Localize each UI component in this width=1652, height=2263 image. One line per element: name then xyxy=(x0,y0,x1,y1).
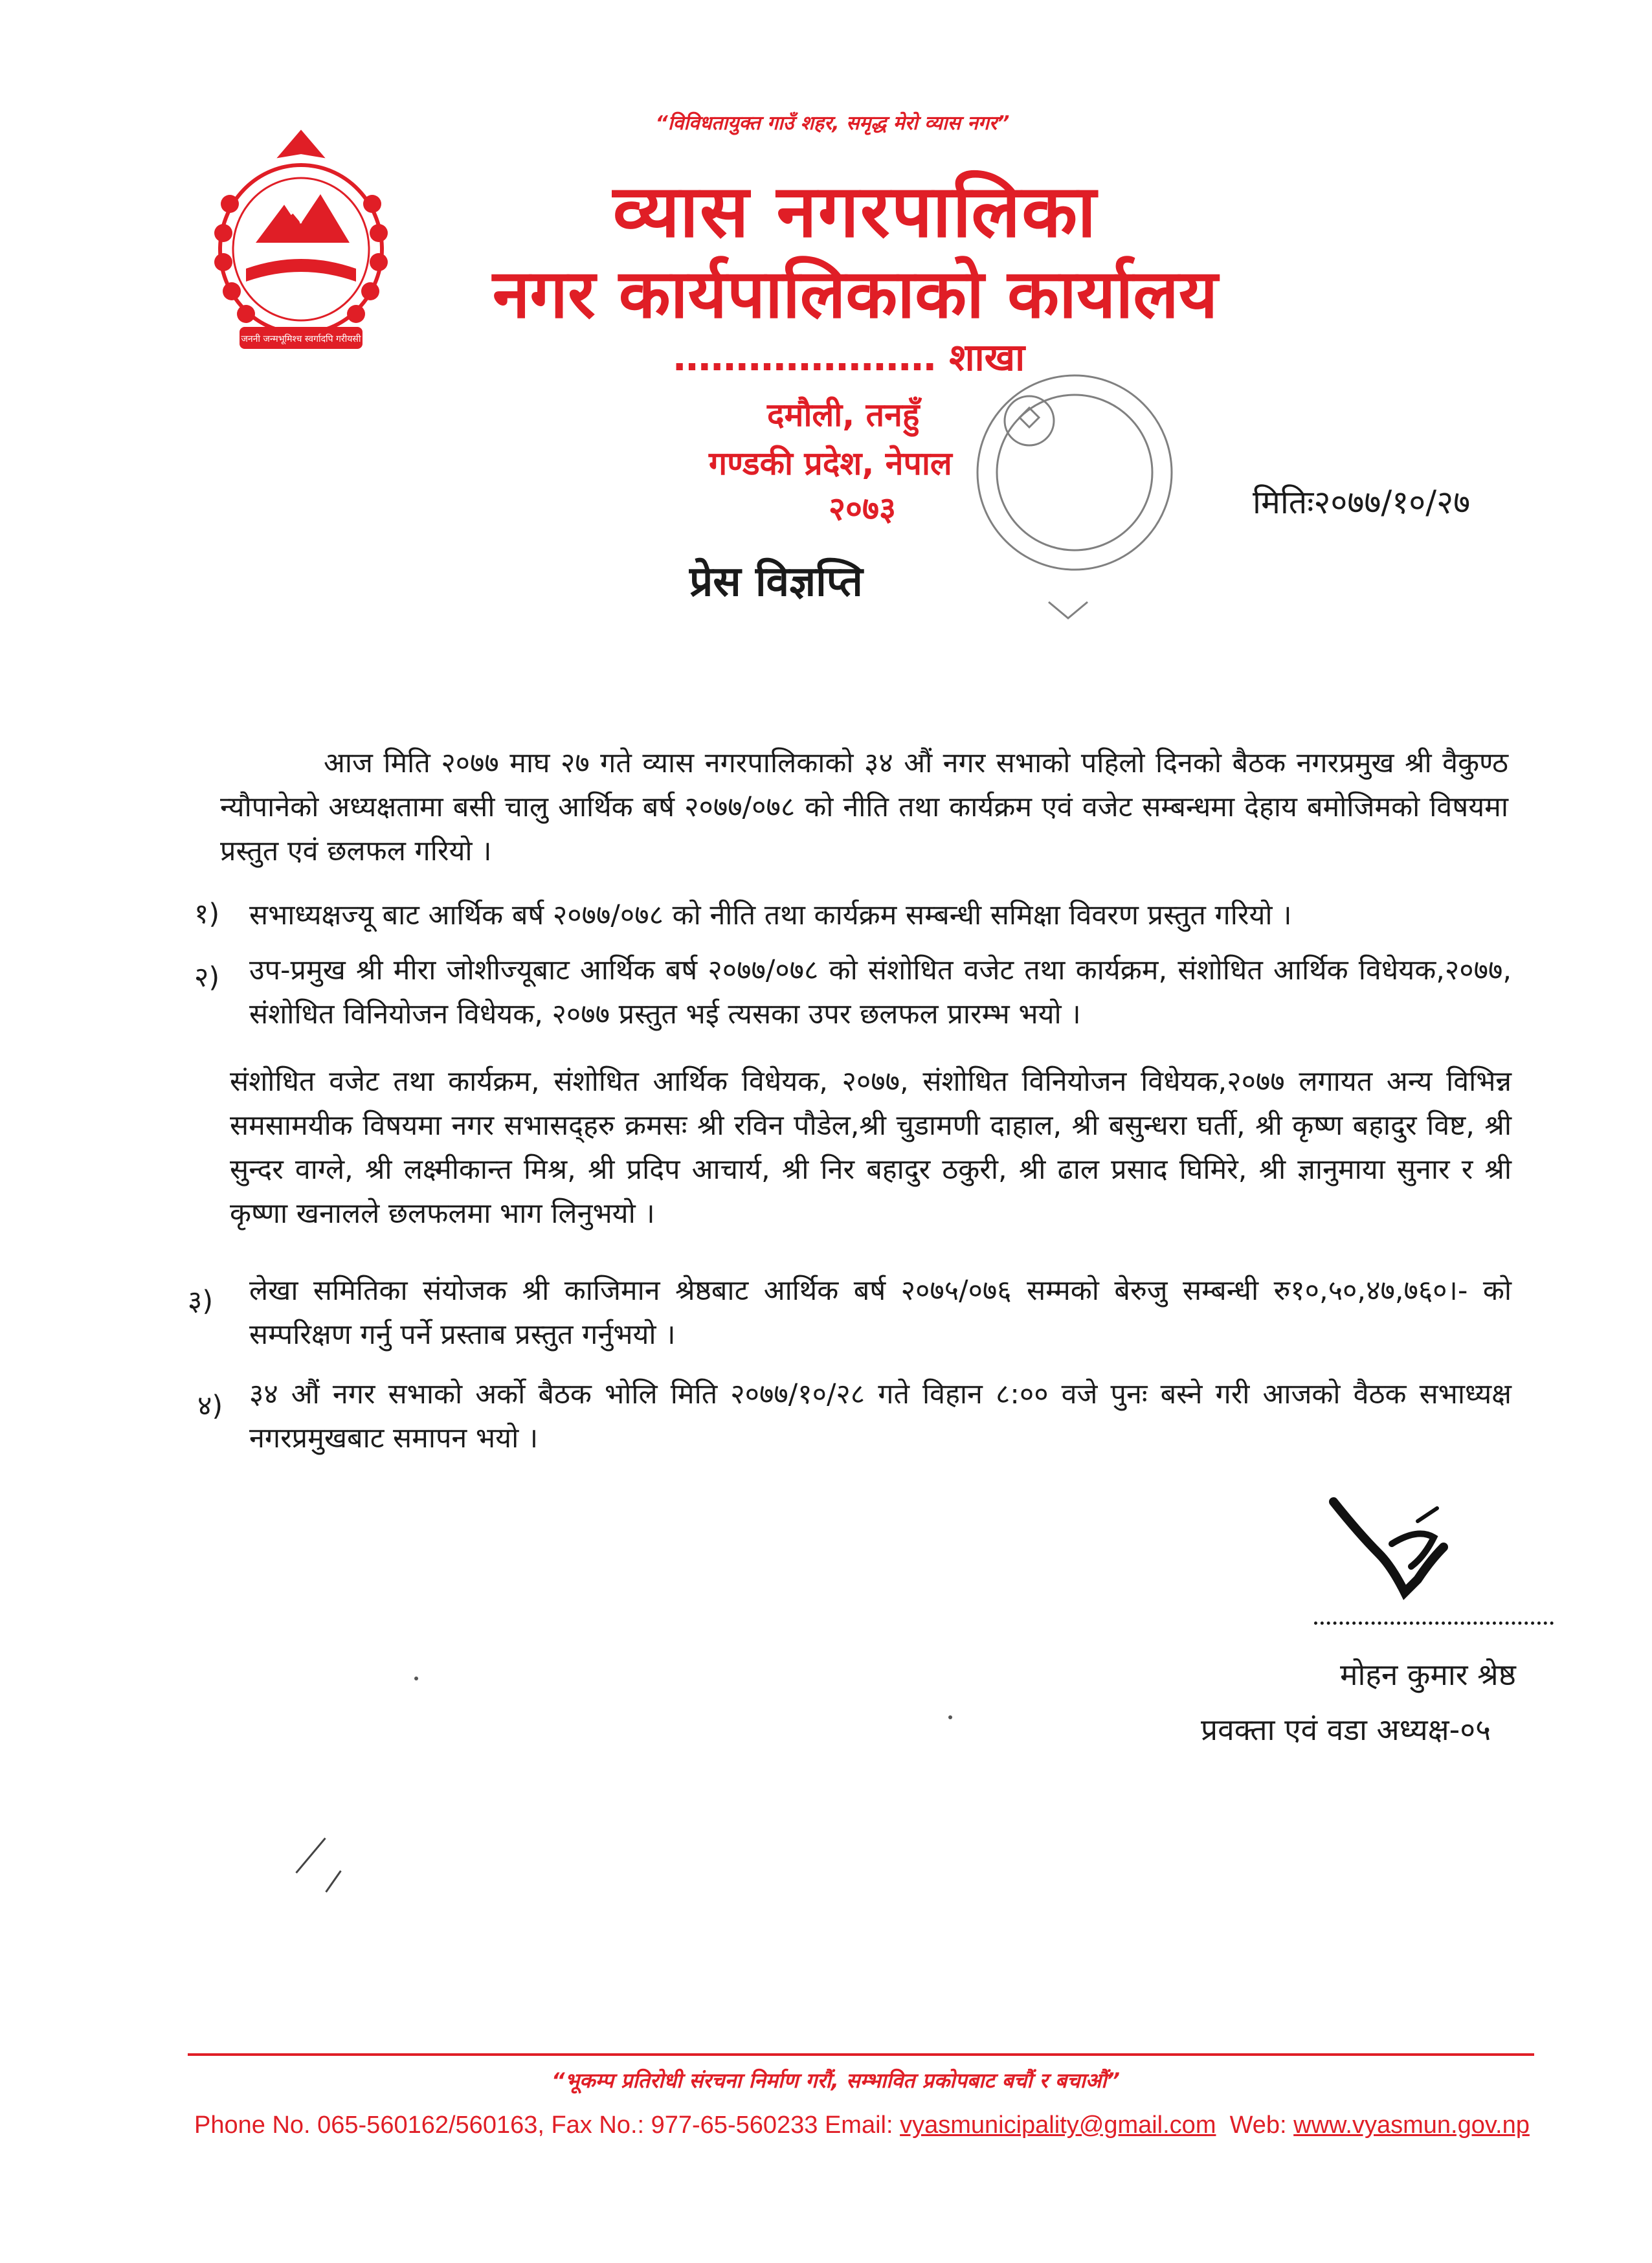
scan-mark xyxy=(414,1677,418,1680)
footer-divider xyxy=(188,2053,1534,2056)
signature-icon xyxy=(1321,1482,1450,1612)
document-title: प्रेस विज्ञप्ति xyxy=(689,558,863,606)
item-text: सभाध्यक्षज्यू बाट आर्थिक बर्ष २०७७/०७८ को नीति तथा कार्यक्रम सम्बन्धी समिक्षा विवरण प्रस्तुत गरियो । xyxy=(249,899,1292,931)
office-name: नगर कार्यपालिकाको कार्यालय xyxy=(492,254,1218,333)
document-date: मितिः२०७७/१०/२७ xyxy=(1253,484,1471,521)
contact-info xyxy=(194,2112,1530,2139)
item-text: लेखा समितिका संयोजक श्री काजिमान श्रेष्ठबाट आर्थिक बर्ष २०७५/०७६ सम्मको बेरुजु सम्बन्धी रु१०,५०,४७,७६०।- को सम्परिक्षण गर्नु पर्ने प्रस्ताब प्रस्तुत गर्नुभयो । xyxy=(249,1275,1512,1351)
contact-phone-fax: Phone No. 065-560162/560163, Fax No.: 977-65-560233 Email: xyxy=(194,2112,900,2139)
scan-mark xyxy=(948,1715,952,1719)
scan-mark xyxy=(325,1870,341,1892)
website-link[interactable]: www.vyasmun.gov.np xyxy=(1293,2112,1530,2139)
item-number: ४) xyxy=(197,1390,223,1422)
intro-paragraph: आज मिति २०७७ माघ २७ गते व्यास नगरपालिकाको ३४ औं नगर सभाको पहिलो दिनको बैठक नगरप्रमुख श्री वैकुण्ठ न्यौपानेको अध्यक्षतामा बसी चालु आर्थिक बर्ष २०७७/०७८ को नीति तथा कार्यक्रम एवं वजेट सम्बन्धमा देहाय बमोजिमको विषयमा प्रस्तुत एवं छलफल गरियो । xyxy=(220,747,1508,867)
signatory-title: प्रवक्ता एवं वडा अध्यक्ष-०५ xyxy=(1201,1712,1491,1747)
footer-slogan: “भूकम्प प्रतिरोधी संरचना निर्माण गरौं, सम्भावित प्रकोपबाट बचौं र बचाऔं” xyxy=(551,2068,1121,2093)
item-text: उप-प्रमुख श्री मीरा जोशीज्यूबाट आर्थिक बर्ष २०७७/०७८ को संशोधित वजेट तथा कार्यक्रम, संशोधित आर्थिक विधेयक,२०७७, संशोधित विनियोजन विधेयक, २०७७ प्रस्तुत भई त्यसका उपर छलफल प्रारम्भ भयो । xyxy=(249,954,1512,1031)
signature-line xyxy=(1314,1622,1554,1625)
header-slogan: “विविधतायुक्त गाउँ शहर, समृद्ध मेरो व्यास नगर” xyxy=(655,112,1010,135)
scan-mark xyxy=(295,1838,326,1874)
branch-label: ………………… शाखा xyxy=(673,335,1025,379)
item-number: ३) xyxy=(188,1285,214,1317)
address-line1: दमौली, तनहुँ xyxy=(767,396,920,434)
signatory-name: मोहन कुमार श्रेष्ठ xyxy=(1340,1657,1516,1692)
item-number: १) xyxy=(194,898,220,930)
address-line2: गण्डकी प्रदेश, नेपाल xyxy=(709,445,952,482)
item-text-continued: संशोधित वजेट तथा कार्यक्रम, संशोधित आर्थिक विधेयक, २०७७, संशोधित विनियोजन विधेयक,२०७७ लगायत अन्य विभिन्न समसामयीक विषयमा नगर सभासद्हरु क्रमसः श्री रविन पौडेल,श्री चुडामणी दाहाल, श्री बसुन्धरा घर्ती, श्री कृष्ण बहादुर विष्ट, श्री सुन्दर वाग्ले, श्री लक्ष्मीकान्त मिश्र, श्री प्रदिप आचार्य, श्री निर बहादुर ठकुरी, श्री ढाल प्रसाद घिमिरे, श्री ज्ञानुमाया सुनार र श्री कृष्णा खनालले छलफलमा भाग लिनुभयो । xyxy=(230,1065,1512,1230)
established-year: २०७३ xyxy=(829,490,896,528)
emblem-motto: जननी जन्मभूमिश्च स्वर्गादपि गरीयसी xyxy=(241,334,361,344)
item-text: ३४ औं नगर सभाको अर्को बैठक भोलि मिति २०७७/१०/२८ गते विहान ८:०० वजे पुनः बस्ने गरी आजको वैठक सभाध्यक्ष नगरप्रमुखबाट समापन भयो । xyxy=(249,1378,1512,1455)
municipality-name: व्यास नगरपालिका xyxy=(612,170,1098,254)
office-stamp-icon xyxy=(958,362,1191,634)
item-number: २) xyxy=(194,961,220,994)
email-link[interactable]: vyasmunicipality@gmail.com xyxy=(900,2112,1216,2139)
web-label: Web: xyxy=(1216,2112,1294,2139)
